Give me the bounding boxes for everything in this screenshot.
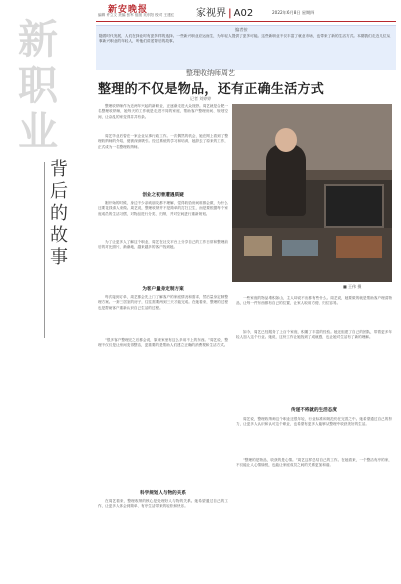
side-title-char-1: 新: [18, 16, 58, 63]
subheading-2: 为客户量身定制方案: [142, 287, 184, 292]
masthead: 新安晚报: [108, 5, 149, 15]
body-paragraph-1: 整理收纳师作为近两年兴起的新职业，正逐渐走进大众视野。周艺就是合肥一名整理收纳师，她每天的工作就是走进不同的家庭，帮助客户整理房间、规划空间，让杂乱的家变得井井有条。: [98, 104, 228, 119]
body-paragraph-5: 每次接到订单，周艺都会先上门了解客户的家庭情况和需求，然后量身定制整理方案。一套三居室的房子，往往需要两到三天才能完成。在她看来，整理的过程也是帮助客户重新认识自己生活的过程。: [98, 295, 228, 310]
page-header: [0, 0, 401, 18]
photo-subject: [266, 144, 306, 216]
editor-note-text: 随着时代发展，人们在择业时有更多样的选择。一些新兴职业应运而生，为年轻人提供了更多可能。这些新职业不仅丰富了就业市场，也带来了新的生活方式。本期我们走近几位从事新兴职业的年轻人，听他们讲述背后的故事。: [99, 34, 391, 44]
body-paragraph-6: “很多客户整理完之后都会说，原来家里有这么多用不上的东西。”周艺说，整理不仅仅是让房间变得整洁，更重要的是帮助人们建立正确的消费观和生活方式。: [98, 338, 228, 348]
subheading-1: 创业之初曾遭遇质疑: [142, 193, 184, 198]
body-paragraph-3: 刚开始的时候，身边不少亲戚朋友都不理解，觉得收拾房间谁都会做，为什么还要花钱请人来做。周艺说，整理收纳并不是简单的打扫卫生，而是要根据每个家庭成员的生活习惯，对物品进行分类、归纳，并对空间进行重新规划。: [98, 201, 228, 216]
body-paragraph-11: “整理的是物品，收获的是心情。”周艺这样总结自己的工作。在她看来，一个整洁有序的家，不仅能让人心情愉悦，也能让家庭成员之间的关系更加和谐。: [236, 458, 392, 468]
side-title-divider: [44, 162, 45, 338]
article-photo: [232, 104, 392, 282]
body-paragraph-9: 如今，周艺已经服务了上百个家庭，积累了丰富的经验。她还组建了自己的团队，带着更多年轻人加入这个行业。她说，这份工作让她找到了成就感，也让她对生活有了新的理解。: [236, 330, 392, 340]
side-title-char-3: 业: [18, 108, 58, 155]
editor-note-tag: 编者按: [235, 27, 248, 32]
dateline: 2022年6月8日 星期四: [272, 10, 315, 15]
section-title-en: 视界: [206, 8, 226, 19]
side-subtitle-char-2: 后: [50, 181, 68, 202]
article-headline: 整理的不仅是物品，还有正确生活方式: [98, 82, 325, 97]
side-subtitle-char-1: 背: [50, 159, 68, 180]
side-subtitle-char-4: 故: [50, 225, 68, 246]
subheading-4: 传递不将就的生活态度: [291, 408, 337, 413]
photo-caption: ■ 王伟 摄: [343, 284, 362, 289]
side-subtitle-char-5: 事: [50, 247, 68, 268]
body-paragraph-7: 在周艺看来，整理收纳的核心是处理好人与物的关系。她希望通过自己的工作，让更多人体会到简单、有序生活带来的轻松和快乐。: [98, 499, 228, 509]
editorial-credits: 编辑 许立文 美编 张军 组版 吴东阳 校对 王建红: [98, 13, 175, 17]
body-paragraph-8: 一些家庭的物品堆积如山，主人却说不出都有些什么。周艺说，她要做的就是帮助客户理清物品，让每一件东西都有自己的位置，让家人取用方便、归位容易。: [236, 296, 392, 306]
section-title-cn: 家: [196, 8, 206, 19]
section-title: [196, 4, 253, 19]
subheading-3: 科学规划人与物的关系: [140, 491, 186, 496]
side-subtitle-char-3: 的: [50, 203, 68, 224]
section-separator: |: [228, 8, 232, 19]
article-kicker: 整理收纳师周艺: [186, 69, 235, 77]
side-title-char-2: 职: [18, 62, 58, 109]
body-paragraph-10: 周艺说，整理收纳师这个职业还很年轻，行业标准和规范仍在完善之中。她希望通过自己的努力，让更多人认识和认可这个职业，也希望有更多人能够从整理中收获美好的生活。: [236, 417, 392, 427]
body-paragraph-4: 为了让更多人了解这个职业，周艺在社交平台上分享自己的工作日常和整理前后的对比照片，渐渐地，越来越多的客户找到她。: [98, 240, 228, 250]
body-paragraph-2: 周艺毕业后曾在一家企业从事行政工作。一次偶然的机会，她在网上看到了整理收纳师的介绍，便被深深吸引。经过系统的学习和培训，她辞去了原来的工作，正式成为一名整理收纳师。: [98, 134, 228, 149]
header-rule: [96, 21, 396, 22]
article-byline: 记者 刘婷婷: [190, 96, 212, 101]
page-number: A02: [233, 8, 254, 19]
